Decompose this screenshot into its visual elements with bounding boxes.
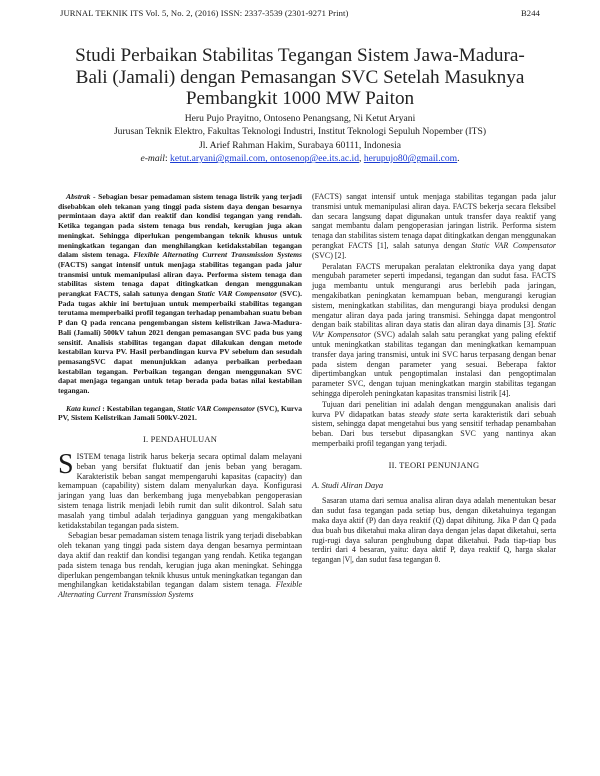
right-paragraph-1 <box>312 192 556 261</box>
abstract-text-2: (FACTS) sangat intensif untuk menjaga stabilitas tegangan pada jalur transmisi untuk memanipulasi aliran daya. Performa sistem tenaga dan stabilitas sistem tenaga dapat ditingkatkan dengan menggunakan perangkat FACTS, salah satunya dengan <box>58 259 302 299</box>
right-svc-term-2: Static VAr Kompensator <box>312 320 556 340</box>
intro-text-2: Sebagian besar pemadaman sistem tenaga listrik yang terjadi disebabkan oleh tekanan yang tinggi pada sistem daya dengan besarnya permintaan daya aktif dan reaktif dan kondisi tegangan yang rendah. Ketika tegangan pada sistem tenaga bus rendah, kerugian juga akan meningkat. Sehingga diperlukan pengembangan teknik khusus untuk meningkatkan tegangan dan menghilangkan ketidakstabilan tegangan dalam sistem tenaga. <box>58 531 302 590</box>
abstract-text-3: (SVC). Pada tugas akhir ini bertujuan untuk memperbaiki stabilitas tegangan terutama memperbaiki profil tegangan terhadap penambahan suatu beban P dan Q pada rencana pengembangan sistem kelistrikan Jawa-Madura-Bali (Jamali) 500kV tahun 2021 dengan pemasangan SVC pada bus yang sensitif. Analisis stabilitas tegangan dapat dilakukan dengan metode kestabilan kurva PV. Hasil perbandingan kurva PV sebelum dan sesudah pemasangSVC dapat menunjukkan adanya perbaikan perbedaan kestabilan tegangan. Perbaikan tegangan dengan menggunakan SVC dapat menjaga tegangan untuk tetap berada pada batas nilai kestabilan tegangan. <box>58 289 303 396</box>
email-label: e-mail <box>140 153 165 165</box>
steady-state-term: steady state <box>409 409 449 419</box>
author-address: Jl. Arief Rahman Hakim, Surabaya 60111, Indonesia <box>198 139 402 151</box>
right-text-3a: Tujuan dari penelitian ini adalah dengan menggunakan analisis dari kurva PV didapatkan batas <box>312 399 556 419</box>
email-link-1[interactable]: ketut.aryani@gmail.com, ontosenop@ee.its.ac.id <box>170 153 360 165</box>
section-heading-theory: II. TEORI PENUNJANG <box>388 459 480 470</box>
email-end: . <box>457 153 460 165</box>
right-svc-term-1: Static VAR Compensator <box>471 240 556 250</box>
drop-cap: S <box>58 448 74 480</box>
intro-text-1: ISTEM tenaga listrik harus bekerja secara optimal dalam melayani beban yang bersifat fluktuatif dan jenis beban yang beragam. Karakteristik beban sangat mempengaruhi kapasitas (capacity) dan kemampuan (capability) sistem dalam menyalurkan daya. Konfigurasi jaringan yang luas dan berkembang juga menyebabkan pengoperasian sistem tenaga listrik menjadi lebih rumit dan sulit dikontrol. Salah satu masalah yang timbul adalah terjadinya gangguan yang mengakibatkan ketidakstabilan tegangan pada sistem. <box>58 451 302 530</box>
intro-paragraph-2 <box>58 531 302 600</box>
title-line-1: Studi Perbaikan Stabilitas Tegangan Sistem Jawa-Madura- <box>75 45 525 66</box>
right-column <box>312 192 556 565</box>
left-column <box>58 192 302 600</box>
abstract-svc-term: Static VAR Compensator <box>197 289 278 299</box>
email-separator: : <box>164 153 171 165</box>
journal-citation: JURNAL TEKNIK ITS Vol. 5, No. 2, (2016) ISSN: 2337-3539 (2301-9271 Print) <box>60 8 349 18</box>
title-line-3: Pembangkit 1000 MW Paiton <box>185 88 415 109</box>
email-link-2[interactable]: herupujo80@gmail.com <box>363 153 458 165</box>
author-emails <box>60 152 540 165</box>
right-text-3b: serta karakteristik dari sebuah sistem, sehingga dapat mengetahui bus yang sensitif terhadap penambahan beban. Dari bus tersebut dipasangkan SVC yang nantinya akan memperbaiki profil tegangan yang terjadi. <box>312 409 556 448</box>
right-paragraph-2 <box>312 262 556 399</box>
abstract-text-1: - Sebagian besar pemadaman sistem tenaga listrik yang terjadi disebabkan oleh tekanan yang tinggi pada sistem daya dengan besarnya permintaan daya aktif dan reaktif dan kondisi tegangan yang rendah. Ketika tegangan pada sistem tenaga bus rendah, kerugian juga akan meningkat. Sehingga diperlukan pengembangan teknik khusus untuk meningkatkan tegangan dan menghilangkan ketidakstabilan tegangan dalam sistem tenaga. <box>58 192 302 260</box>
paper-title <box>52 45 548 110</box>
keywords-svc-term: Static VAR Compensator <box>177 403 255 413</box>
right-paragraph-4: Sasaran utama dari semua analisa aliran daya adalah menentukan besar dan sudut fasa tegangan pada setiap bus, dengan diketahuinya tegangan maka daya aktif (P) dan daya reaktif (Q) dapat dihitung. Jika P dan Q pada dua buah bus diketahui maka aliran daya dengan jelas dapat diketahui, serta rugi-rugi daya saluran penghubung dapat diketahui. Pada tiap-tiap bus terdiri dari 4 besaran, yaitu: daya aktif P, daya reaktif Q, harga skalar tegangan |V|, dan sudut fasa tegangan θ. <box>312 496 556 565</box>
title-line-2: Bali (Jamali) dengan Pemasangan SVC Setelah Masuknya <box>75 66 525 88</box>
author-names: Heru Pujo Prayitno, Ontoseno Penangsang, Ni Ketut Aryani <box>184 113 416 124</box>
author-affiliation: Jurusan Teknik Elektro, Fakultas Teknologi Industri, Institut Teknologi Sepuluh Nopember (ITS) <box>113 126 487 138</box>
section-heading-intro: I. PENDAHULUAN <box>142 434 218 445</box>
author-block <box>60 112 540 166</box>
email-comma: , <box>359 153 364 165</box>
right-paragraph-3 <box>312 400 556 449</box>
right-text-1: (FACTS) sangat intensif untuk menjaga stabilitas tegangan pada jalur transmisi untuk memanipulasi aliran daya. FACTS bekerja secara fleksibel dan secara langsung dapat digunakan untuk transfer daya reaktif yang sangat membantu dalam pengoperasian jaringan listrik. Performa sistem tenaga dan stabilitas sistem tenaga dapat ditingkatkan dengan menggunakan perangkat FACTS [1], salah satunya dengan <box>312 192 556 250</box>
right-text-2b: (SVC) adalah salah satu perangkat yang paling efektif untuk meningkatkan stabilitas tegangan dan meningkatkan kemampuan transfer daya jaring transmisi, untuk ini SVC harus terpasang dengan benar pada sistem dengan parameter yang sesuai. Beberapa faktor dipertimbangkan untuk pengoptimalan instalasi dan pengoptimalan parameter SVC, dengan tujuan meningkatkan margin stabilitas tegangan sehingga diperoleh peningkatan kapasitas transmisi listrik [4]. <box>312 330 556 398</box>
abstract-label: Abstrak <box>66 192 91 201</box>
intro-paragraph-1 <box>58 448 302 530</box>
page-number: B244 <box>520 8 540 18</box>
right-text-2a: Peralatan FACTS merupakan peralatan elektronika daya yang dapat mengubah parameter seperti impedansi, tegangan dan sudut fasa. FACTS juga membantu untuk mengurangi arus berlebih pada jaringan, mengakibatkan peningkatan kemampuan beban, mengurangi kerugian sistem, meningkatkan stabilitas, dan mengurangi biaya produksi dengan mengatur aliran daya pada jaring transmisi. Sehingga dapat mengontrol dengan baik stabilitas aliran daya statis dan aliran daya dinamis [3]. <box>312 261 556 330</box>
abstract-facts-term: Flexible Alternating Current Transmission Systems <box>133 250 302 260</box>
keywords <box>58 404 302 423</box>
keywords-text-1: : Kestabilan tegangan, <box>100 403 178 413</box>
keywords-label: Kata kunci <box>66 403 101 413</box>
running-header <box>60 8 540 22</box>
subsection-heading-a: A. Studi Aliran Daya <box>312 479 384 490</box>
abstract <box>58 192 302 396</box>
intro-facts-term: Flexible Alternating Current Transmission Systems <box>58 580 302 600</box>
right-text-1-end: (SVC) [2]. <box>312 250 347 260</box>
keywords-text-2: (SVC), Kurva PV, Sistem Kelistrikan Jamali 500kV-2021. <box>58 403 303 423</box>
